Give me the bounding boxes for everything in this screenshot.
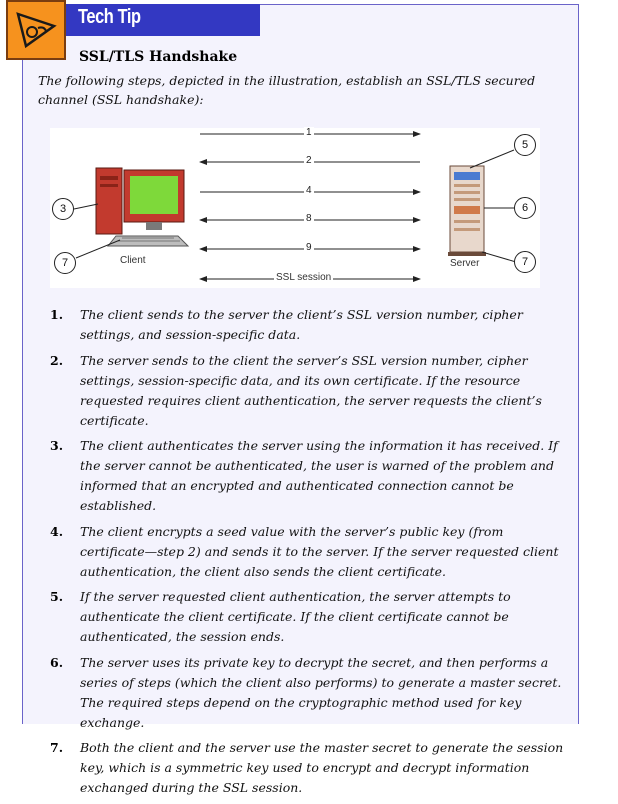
list-item (50, 587, 570, 647)
handshake-steps-list (50, 305, 570, 804)
ssl-session-label: SSL session (276, 272, 332, 283)
step-text: The client authenticates the server using the information it has received. If the server cannot be authenticated, the user is warned of the problem and informed that an encrypted and authenticated connection cannot be established. (80, 438, 558, 513)
step-number: 4. (50, 523, 64, 539)
callout-client-7: 7 (54, 252, 76, 274)
step-text: If the server requested client authentication, the server attempts to authenticate the client certificate. If the client certificate cannot be authenticated, the session ends. (80, 589, 511, 644)
step-number: 6. (50, 654, 64, 670)
list-item (50, 351, 570, 431)
server-label: Server (450, 258, 480, 269)
arrow-label-9: 9 (306, 242, 312, 253)
wrench-bolt-icon (6, 0, 66, 60)
list-item (50, 738, 570, 798)
step-text: The client sends to the server the client’s SSL version number, cipher settings, and session-specific data. (80, 307, 523, 342)
step-number: 5. (50, 589, 64, 604)
step-text: The server uses its private key to decrypt the secret, and then performs a series of steps (which the client also performs) to generate a master secret. The required steps depend on the cryptographic method used for key exchange. (80, 654, 562, 730)
arrow-label-1: 1 (306, 127, 312, 138)
step-number: 2. (50, 352, 64, 368)
client-label: Client (120, 255, 146, 266)
callout-server-6: 6 (514, 197, 536, 219)
server-icon (448, 166, 486, 256)
callout-server-7: 7 (514, 251, 536, 273)
list-item (50, 436, 570, 516)
step-text: The server sends to the client the server’s SSL version number, cipher settings, session-specific data, and its own certificate. If the resource requested requires client authentication, the server requests the client’s certificate. (80, 352, 542, 428)
list-item (50, 653, 570, 733)
list-item (50, 522, 570, 582)
step-number: 7. (50, 740, 64, 755)
banner-title: Tech Tip (78, 6, 141, 28)
step-number: 1. (50, 307, 64, 322)
intro-text: The following steps, depicted in the illustration, establish an SSL/TLS secured channel (SSL handshake): (38, 73, 536, 107)
arrow-label-8: 8 (306, 213, 312, 224)
arrow-label-4: 4 (306, 185, 312, 196)
callout-server-5: 5 (514, 134, 536, 156)
step-number: 3. (50, 438, 64, 453)
client-computer-icon (96, 168, 188, 246)
callout-client-3: 3 (52, 198, 74, 220)
arrow-label-2: 2 (306, 155, 312, 166)
step-text: The client encrypts a seed value with the server’s public key (from certificate—step 2) and sends it to the server. If the server requested client authentication, the client also sends the client certificate. (80, 523, 559, 579)
list-item (50, 305, 570, 345)
handshake-illustration (50, 128, 540, 288)
section-heading: SSL/TLS Handshake (79, 49, 238, 65)
step-text: Both the client and the server use the master secret to generate the session key, which is a symmetric key used to encrypt and decrypt information exchanged during the SSL session. (80, 740, 564, 795)
